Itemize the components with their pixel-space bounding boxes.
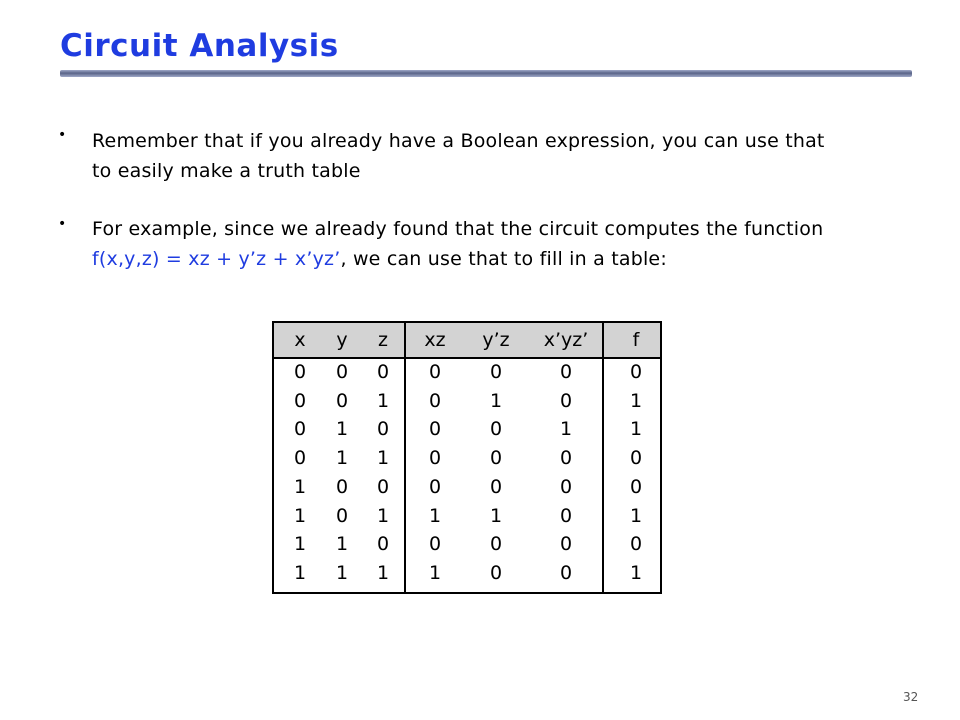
- table-cell: 0: [489, 418, 503, 441]
- table-row: [274, 561, 660, 590]
- table-cell: 1: [489, 504, 503, 527]
- bullet-dot-1: •: [58, 127, 67, 143]
- header-xz: xz: [424, 329, 446, 351]
- table-row: [274, 389, 660, 418]
- table-cell: 1: [335, 447, 349, 470]
- table-cell: 0: [335, 361, 349, 383]
- function-expression: f(x,y,z) = xz + y’z + x’yz’: [92, 248, 341, 270]
- table-cell: 0: [428, 361, 442, 383]
- bullet-1-line-1: Remember that if you already have a Boolean expression, you can use that: [92, 130, 825, 152]
- table-cell: 0: [559, 475, 573, 498]
- table-row: [274, 360, 660, 389]
- table-cell: 1: [335, 418, 349, 441]
- table-row: [274, 475, 660, 504]
- page-number: 32: [903, 690, 919, 704]
- table-cell: 0: [559, 447, 573, 470]
- bullet-2-line-2: [92, 244, 952, 274]
- bullet-2-line-2-rest: , we can use that to fill in a table:: [340, 248, 667, 270]
- table-cell: 0: [559, 504, 573, 527]
- table-row: [274, 417, 660, 446]
- table-cell: 1: [559, 418, 573, 441]
- table-cell: 1: [376, 561, 390, 584]
- table-cell: 1: [293, 533, 307, 556]
- table-cell: 1: [335, 561, 349, 584]
- table-row: [274, 446, 660, 475]
- table-cell: 1: [335, 533, 349, 556]
- bullet-text-2: [92, 214, 952, 274]
- table-cell: 0: [629, 475, 643, 498]
- table-cell: 0: [293, 389, 307, 412]
- table-cell: 0: [489, 533, 503, 556]
- table-cell: 1: [293, 504, 307, 527]
- table-cell: 0: [376, 418, 390, 441]
- table-cell: 0: [335, 389, 349, 412]
- table-cell: 1: [293, 475, 307, 498]
- table-cell: 1: [629, 418, 643, 441]
- table-cell: 0: [293, 361, 307, 383]
- header-z: z: [378, 329, 388, 351]
- table-cell: 1: [376, 447, 390, 470]
- table-cell: 0: [428, 475, 442, 498]
- table-cell: 0: [428, 389, 442, 412]
- table-cell: 0: [629, 361, 643, 383]
- table-cell: 0: [335, 504, 349, 527]
- table-cell: 0: [559, 561, 573, 584]
- table-cell: 1: [376, 504, 390, 527]
- bullet-dot-2: •: [58, 216, 67, 232]
- table-cell: 0: [376, 361, 390, 383]
- table-cell: 0: [489, 475, 503, 498]
- table-cell: 1: [428, 561, 442, 584]
- header-xprime-y-zprime: x’yz’: [543, 329, 589, 351]
- table-cell: 0: [428, 533, 442, 556]
- table-cell: 0: [489, 361, 503, 383]
- table-cell: 1: [293, 561, 307, 584]
- bullet-2-line-1: For example, since we already found that the circuit computes the function: [92, 218, 824, 240]
- table-cell: 0: [559, 533, 573, 556]
- header-x: x: [294, 329, 306, 351]
- table-cell: 1: [376, 389, 390, 412]
- table-row: [274, 504, 660, 533]
- header-yprime-z: y’z: [482, 329, 510, 351]
- header-y: y: [336, 329, 348, 351]
- table-cell: 0: [489, 447, 503, 470]
- table-cell: 1: [629, 561, 643, 584]
- truth-table-body: [274, 360, 660, 592]
- table-row: [274, 532, 660, 561]
- table-cell: 0: [428, 418, 442, 441]
- bullet-1-line-2: to easily make a truth table: [92, 160, 361, 182]
- table-cell: 0: [293, 447, 307, 470]
- table-cell: 0: [559, 389, 573, 412]
- table-cell: 0: [335, 475, 349, 498]
- slide-title: Circuit Analysis: [60, 28, 339, 64]
- title-underline: [60, 70, 912, 77]
- table-cell: 1: [629, 389, 643, 412]
- table-cell: 0: [629, 533, 643, 556]
- table-cell: 1: [629, 504, 643, 527]
- table-cell: 0: [559, 361, 573, 383]
- table-cell: 0: [629, 447, 643, 470]
- header-f: f: [632, 329, 640, 351]
- table-cell: 0: [293, 418, 307, 441]
- truth-table: [272, 321, 662, 594]
- table-cell: 0: [376, 475, 390, 498]
- table-cell: 0: [489, 561, 503, 584]
- bullet-text-1: [92, 126, 952, 186]
- table-cell: 1: [428, 504, 442, 527]
- table-cell: 1: [489, 389, 503, 412]
- table-cell: 0: [376, 533, 390, 556]
- table-cell: 0: [428, 447, 442, 470]
